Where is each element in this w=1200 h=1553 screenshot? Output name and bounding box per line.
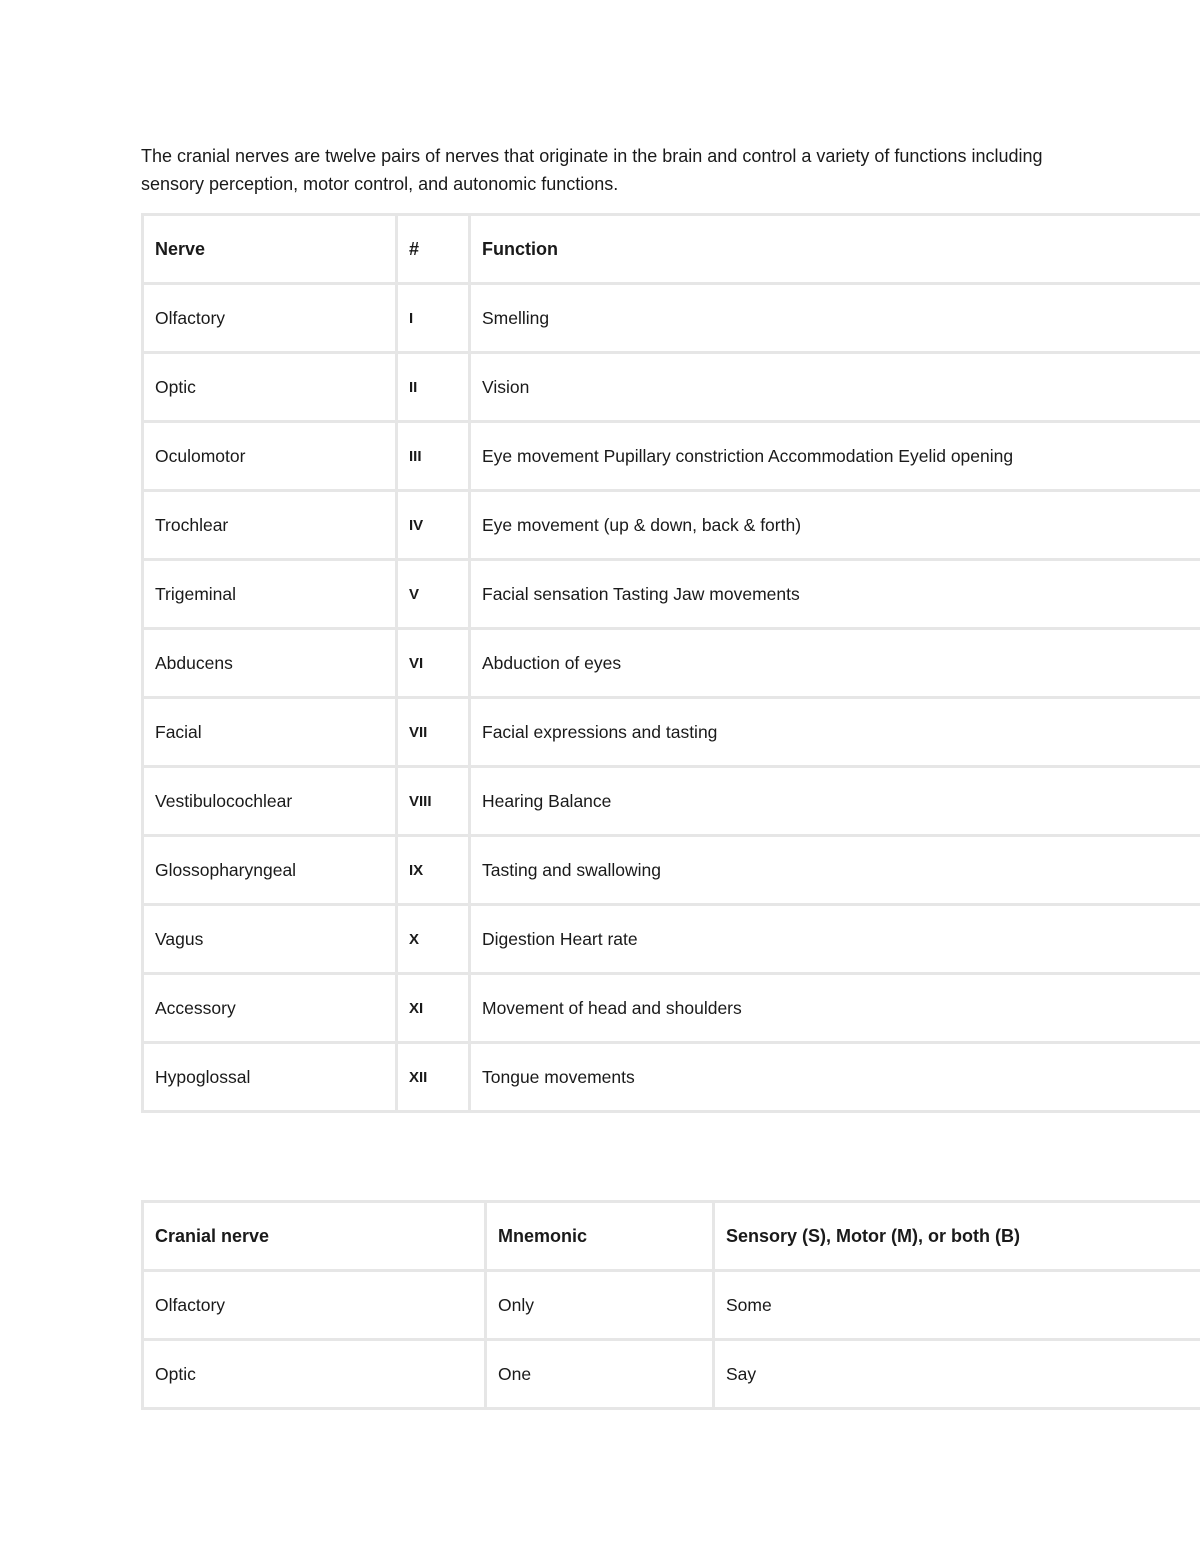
nerve-number: II [397,353,470,422]
table-row [143,905,1200,974]
nerve-function: Eye movement (up & down, back & forth) [470,491,1200,560]
intro-paragraph: The cranial nerves are twelve pairs of nerves that originate in the brain and control a variety of functions including sensory perception, motor control, and autonomic functions. [141,146,1043,194]
nerve-function: Tongue movements [470,1043,1200,1112]
nerve-number: VI [397,629,470,698]
nerve-name: Accessory [143,974,397,1043]
mnemonic-table [141,1200,1200,1410]
nerve-number: III [397,422,470,491]
nerve-function: Facial sensation Tasting Jaw movements [470,560,1200,629]
header-function: Function [470,215,1200,284]
header-number: # [397,215,470,284]
nerve-function: Movement of head and shoulders [470,974,1200,1043]
mnemonic-word: Only [486,1271,714,1340]
nerve-name: Oculomotor [143,422,397,491]
header-cranial-nerve: Cranial nerve [143,1202,486,1271]
nerve-function: Smelling [470,284,1200,353]
sensory-motor-word: Say [714,1340,1200,1409]
nerve-function: Digestion Heart rate [470,905,1200,974]
nerve-number: I [397,284,470,353]
nerve-name: Abducens [143,629,397,698]
nerve-name: Vagus [143,905,397,974]
table-row [143,1271,1200,1340]
nerve-number: V [397,560,470,629]
table-row [143,698,1200,767]
nerve-name: Vestibulocochlear [143,767,397,836]
nerve-number: IV [397,491,470,560]
nerve-function: Facial expressions and tasting [470,698,1200,767]
table-row [143,422,1200,491]
header-sensory-motor: Sensory (S), Motor (M), or both (B) [714,1202,1200,1271]
table-row [143,560,1200,629]
nerve-number: VII [397,698,470,767]
nerve-name: Facial [143,698,397,767]
nerve-name: Olfactory [143,284,397,353]
mnemonic-word: One [486,1340,714,1409]
table-header-row [143,215,1200,284]
table-row [143,353,1200,422]
nerve-function: Abduction of eyes [470,629,1200,698]
header-nerve: Nerve [143,215,397,284]
nerve-name: Trigeminal [143,560,397,629]
nerve-number: X [397,905,470,974]
nerve-number: IX [397,836,470,905]
nerve-function: Hearing Balance [470,767,1200,836]
nerve-name: Optic [143,353,397,422]
table-header-row [143,1202,1200,1271]
cranial-nerve-name: Olfactory [143,1271,486,1340]
table-row [143,491,1200,560]
nerve-name: Trochlear [143,491,397,560]
nerve-number: XII [397,1043,470,1112]
nerve-function: Vision [470,353,1200,422]
cranial-nerves-table [141,213,1200,1113]
table-row [143,836,1200,905]
table-row [143,1043,1200,1112]
table-row [143,767,1200,836]
table-row [143,1340,1200,1409]
nerve-name: Hypoglossal [143,1043,397,1112]
nerve-number: XI [397,974,470,1043]
table-row [143,284,1200,353]
table-row [143,629,1200,698]
nerve-name: Glossopharyngeal [143,836,397,905]
nerve-number: VIII [397,767,470,836]
sensory-motor-word: Some [714,1271,1200,1340]
table-row [143,974,1200,1043]
nerve-function: Tasting and swallowing [470,836,1200,905]
nerve-function: Eye movement Pupillary constriction Accommodation Eyelid opening [470,422,1200,491]
cranial-nerve-name: Optic [143,1340,486,1409]
header-mnemonic: Mnemonic [486,1202,714,1271]
